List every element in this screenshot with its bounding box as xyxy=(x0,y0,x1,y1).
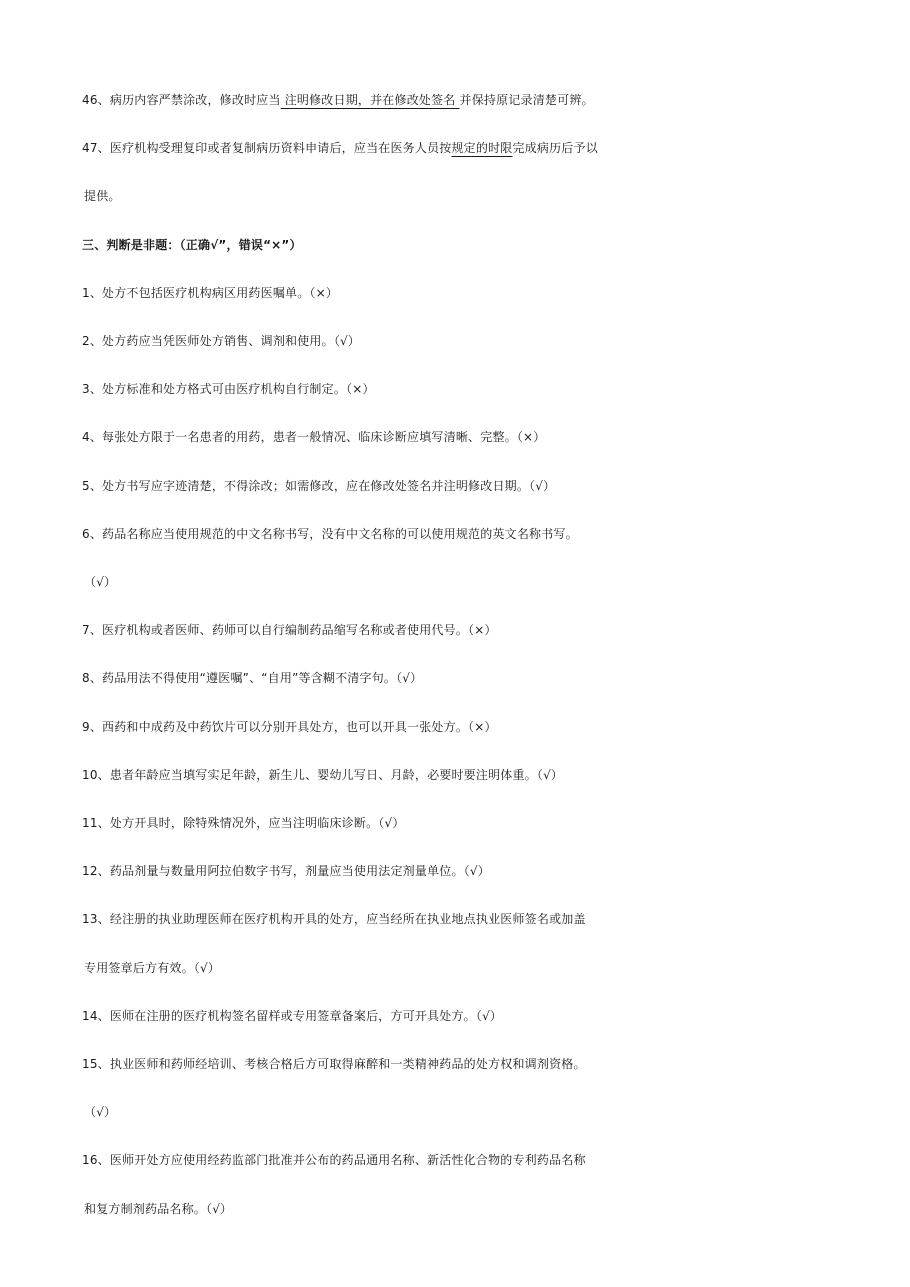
fill-in-item-47-continuation: 提供。 xyxy=(84,189,121,204)
answer-blank: 注明修改日期，并在修改处签名 xyxy=(280,93,460,107)
list-item: 4、每张处方限于一名患者的用药，患者一般情况、临床诊断应填写清晰、完整。（×） xyxy=(82,430,546,445)
list-item: 15、执业医师和药师经培训、考核合格后方可取得麻醉和一类精神药品的处方权和调剂资格。 xyxy=(82,1057,586,1072)
list-item: 1、处方不包括医疗机构病区用药医嘱单。（×） xyxy=(82,285,339,300)
list-item: 7、医疗机构或者医师、药师可以自行编制药品缩写名称或者使用代号。（×） xyxy=(82,623,497,638)
item-text: 完成病历后予以 xyxy=(512,141,598,156)
document-page xyxy=(82,76,852,1233)
section-title: 三、判断是非题：（正确√”，错误“×”） xyxy=(82,237,302,252)
list-item-continuation: 专用签章后方有效。（√） xyxy=(84,960,221,975)
list-item: 10、患者年龄应当填写实足年龄，新生儿、婴幼儿写日、月龄，必要时要注明体重。（√） xyxy=(82,767,564,782)
fill-in-item-47 xyxy=(82,124,852,172)
list-item: 5、处方书写应字迹清楚，不得涂改；如需修改，应在修改处签名并注明修改日期。（√） xyxy=(82,478,556,493)
list-item: 13、经注册的执业助理医师在医疗机构开具的处方，应当经所在执业地点执业医师签名或加盖 xyxy=(82,912,586,927)
list-item: 2、处方药应当凭医师处方销售、调剂和使用。（√） xyxy=(82,334,361,349)
item-number: 47、 xyxy=(82,141,110,156)
list-item-continuation: 和复方制剂药品名称。（√） xyxy=(84,1201,233,1216)
list-item: 9、西药和中成药及中药饮片可以分别开具处方，也可以开具一张处方。（×） xyxy=(82,719,497,734)
list-item: 8、药品用法不得使用“遵医嘱”、“自用”等含糊不清字句。（√） xyxy=(82,671,423,686)
list-item-continuation: （√） xyxy=(84,1105,117,1120)
item-number: 46、 xyxy=(82,93,110,107)
answer-blank: 规定的时限 xyxy=(451,141,513,156)
list-item: 14、医师在注册的医疗机构签名留样或专用签章备案后，方可开具处方。（√） xyxy=(82,1008,503,1023)
item-text: 并保持原记录清楚可辨。 xyxy=(459,93,594,107)
item-text: 病历内容严禁涂改，修改时应当 xyxy=(109,93,281,107)
list-item: 16、医师开处方应使用经药监部门批准并公布的药品通用名称、新活性化合物的专利药品名称 xyxy=(82,1153,586,1168)
fill-in-item-46 xyxy=(82,76,852,124)
list-item-continuation: （√） xyxy=(84,575,117,590)
item-text: 医疗机构受理复印或者复制病历资料申请后，应当在医务人员按 xyxy=(109,141,452,156)
list-item: 3、处方标准和处方格式可由医疗机构自行制定。（×） xyxy=(82,382,375,397)
list-item: 11、处方开具时，除特殊情况外，应当注明临床诊断。（√） xyxy=(82,816,405,831)
list-item: 12、药品剂量与数量用阿拉伯数字书写，剂量应当使用法定剂量单位。（√） xyxy=(82,864,490,879)
list-item: 6、药品名称应当使用规范的中文名称书写，没有中文名称的可以使用规范的英文名称书写。 xyxy=(82,526,578,541)
